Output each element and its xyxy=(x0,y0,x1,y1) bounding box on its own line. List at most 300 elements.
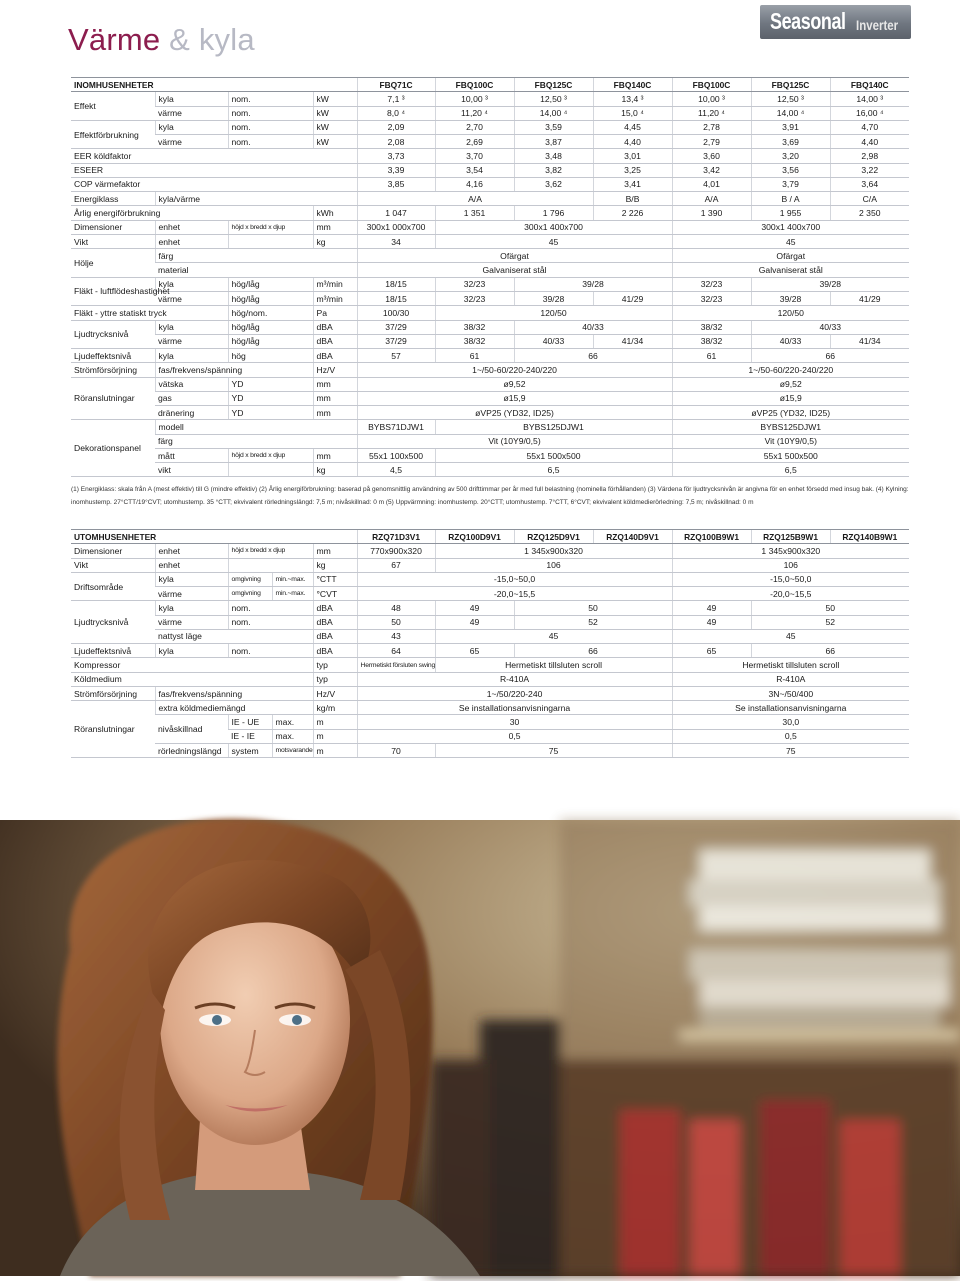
unit-cell: dBA xyxy=(313,349,357,363)
unit-cell: kW xyxy=(313,120,357,134)
row-condition: hög/låg xyxy=(228,291,313,305)
value-cell: 1 796 xyxy=(514,206,593,220)
table-row xyxy=(71,434,909,448)
value-cell: 2,69 xyxy=(435,135,514,149)
unit-cell: dBA xyxy=(313,320,357,334)
value-cell: 61 xyxy=(672,349,751,363)
row-condition-detail: max. xyxy=(272,715,313,729)
value-cell: 770x900x320 xyxy=(357,544,435,558)
row-sublabel: enhet xyxy=(155,234,228,248)
value-cell: 55x1 500x500 xyxy=(435,448,672,462)
table-row xyxy=(71,120,909,134)
value-cell: 1 955 xyxy=(751,206,830,220)
unit-cell: m³/min xyxy=(313,291,357,305)
row-condition: system xyxy=(228,743,272,757)
value-cell: 39/28 xyxy=(514,291,593,305)
row-condition: höjd x bredd x djup xyxy=(228,220,313,234)
value-cell: A/A xyxy=(672,192,751,206)
table-row xyxy=(71,363,909,377)
value-cell: 3,41 xyxy=(593,177,672,191)
row-condition: omgivning xyxy=(228,572,272,586)
value-cell: 15,0 ⁴ xyxy=(593,106,672,120)
value-cell: 18/15 xyxy=(357,277,435,291)
row-condition: hög/låg xyxy=(228,320,313,334)
value-cell: 40/33 xyxy=(751,320,909,334)
value-cell: 66 xyxy=(514,349,672,363)
photo-illustration xyxy=(0,820,960,1276)
table-row xyxy=(71,448,909,462)
value-cell: 64 xyxy=(357,644,435,658)
value-cell: 3,42 xyxy=(672,163,751,177)
value-cell: 3,56 xyxy=(751,163,830,177)
row-label: COP värmefaktor xyxy=(71,177,357,191)
column-header: FBQ140C xyxy=(593,78,672,92)
row-condition: hög/låg xyxy=(228,334,313,348)
table-row xyxy=(71,135,909,149)
value-cell: Vit (10Y9/0,5) xyxy=(672,434,909,448)
row-sublabel: värme xyxy=(155,587,228,601)
value-cell: Hermetiskt försluten swing xyxy=(357,658,435,672)
value-cell: 3,69 xyxy=(751,135,830,149)
unit-cell: kg xyxy=(313,234,357,248)
unit-cell: mm xyxy=(313,220,357,234)
row-sublabel: kyla xyxy=(155,277,228,291)
unit-cell: kW xyxy=(313,106,357,120)
row-condition: hög/nom. xyxy=(228,306,313,320)
value-cell: 14,00 ⁴ xyxy=(751,106,830,120)
value-cell: 50 xyxy=(514,601,672,615)
unit-cell: °CVT xyxy=(313,587,357,601)
value-cell: 11,20 ⁴ xyxy=(672,106,751,120)
unit-cell: m xyxy=(313,729,357,743)
unit-cell: Pa xyxy=(313,306,357,320)
table-row xyxy=(71,192,909,206)
row-condition: omgivning xyxy=(228,587,272,601)
value-cell: 65 xyxy=(672,644,751,658)
unit-cell: dBA xyxy=(313,334,357,348)
row-condition xyxy=(228,463,313,477)
row-sublabel: enhet xyxy=(155,558,228,572)
row-condition: nom. xyxy=(228,92,313,106)
value-cell: øVP25 (YD32, ID25) xyxy=(357,406,672,420)
value-cell: 65 xyxy=(435,644,514,658)
table-row xyxy=(71,572,909,586)
value-cell: 2,09 xyxy=(357,120,435,134)
column-header: FBQ125C xyxy=(514,78,593,92)
table-row xyxy=(71,263,909,277)
row-sublabel: kyla xyxy=(155,601,228,615)
value-cell: 12,50 ³ xyxy=(514,92,593,106)
table-row xyxy=(71,106,909,120)
value-cell: 45 xyxy=(672,629,909,643)
value-cell: -20,0~15,5 xyxy=(357,587,672,601)
value-cell: 3,62 xyxy=(514,177,593,191)
value-cell: 39/28 xyxy=(751,277,909,291)
unit-cell: mm xyxy=(313,544,357,558)
value-cell: 66 xyxy=(751,644,909,658)
value-cell: 3,79 xyxy=(751,177,830,191)
table-row xyxy=(71,291,909,305)
value-cell: 1 390 xyxy=(672,206,751,220)
value-cell: 3,82 xyxy=(514,163,593,177)
row-condition: hög/låg xyxy=(228,277,313,291)
row-condition: nom. xyxy=(228,106,313,120)
footnotes: (1) Energiklass: skala från A (mest effektiv) till G (mindre effektiv) (2) Årlig energiförbrukning: baserad på genomsnittlig användning av 500 drifttimmar per år med full belastning (nominella förhållanden) (3) Värdena för ljudtrycksnivån är angivna för en enhet försedd med insug bak. (4) Kylning: inomhustemp. 27°CTT/19°CVT; utomhustemp. 35 °CTT; ekvivalent rörledningslängd: 7,5 m; nivåskillnad: 0 m (5) Uppvärmning: inomhustemp. 20°CTT; utomhustemp. 7°CTT, 6°CVT; ekvivalent köldmedierörledning: 7,5 m; nivåskillnad: 0 m xyxy=(71,486,909,506)
value-cell: 300x1 000x700 xyxy=(357,220,435,234)
row-group-label: Effekt xyxy=(71,92,155,121)
row-condition: nom. xyxy=(228,644,313,658)
value-cell: 1~/50-60/220-240/220 xyxy=(672,363,909,377)
unit-cell: kW xyxy=(313,135,357,149)
value-cell: A/A xyxy=(357,192,593,206)
row-group-label: Strömförsörjning xyxy=(71,363,155,377)
row-condition: YD xyxy=(228,377,313,391)
value-cell: 10,00 ³ xyxy=(672,92,751,106)
table-row xyxy=(71,715,909,729)
row-sublabel: fas/frekvens/spänning xyxy=(155,686,313,700)
table-header-row xyxy=(71,78,909,92)
value-cell: 66 xyxy=(514,644,672,658)
value-cell: 4,70 xyxy=(830,120,909,134)
row-group-label: Energiklass xyxy=(71,192,155,206)
table-row xyxy=(71,220,909,234)
row-sublabel: värme xyxy=(155,615,228,629)
value-cell: 2,98 xyxy=(830,149,909,163)
value-cell: B / A xyxy=(751,192,830,206)
value-cell: 14,00 ³ xyxy=(830,92,909,106)
value-cell: 2 226 xyxy=(593,206,672,220)
value-cell: 4,40 xyxy=(830,135,909,149)
row-condition: IE - UE xyxy=(228,715,272,729)
value-cell: 52 xyxy=(751,615,909,629)
value-cell: 10,00 ³ xyxy=(435,92,514,106)
row-sublabel: kyla xyxy=(155,572,228,586)
value-cell: 61 xyxy=(435,349,514,363)
row-label: ESEER xyxy=(71,163,357,177)
column-header: RZQ71D3V1 xyxy=(357,530,435,544)
value-cell: ø9,52 xyxy=(357,377,672,391)
value-cell: 100/30 xyxy=(357,306,435,320)
value-cell: 120/50 xyxy=(672,306,909,320)
column-header: FBQ125C xyxy=(751,78,830,92)
column-header: RZQ125D9V1 xyxy=(514,530,593,544)
table-row xyxy=(71,420,909,434)
value-cell: 40/33 xyxy=(514,320,672,334)
row-sublabel: värme xyxy=(155,135,228,149)
row-label: Köldmedium xyxy=(71,672,313,686)
table-row xyxy=(71,558,909,572)
unit-cell: dBA xyxy=(313,644,357,658)
row-sublabel: kyla xyxy=(155,92,228,106)
indoor-units-table xyxy=(71,77,909,477)
value-cell: 57 xyxy=(357,349,435,363)
table-row xyxy=(71,149,909,163)
row-sublabel: kyla xyxy=(155,320,228,334)
row-condition-detail: min.~max. xyxy=(272,572,313,586)
table-row xyxy=(71,544,909,558)
table-row xyxy=(71,92,909,106)
unit-cell: mm xyxy=(313,448,357,462)
value-cell: 106 xyxy=(435,558,672,572)
column-header: INOMHUSENHETER xyxy=(71,78,357,92)
page-title xyxy=(68,22,255,58)
value-cell: 37/29 xyxy=(357,334,435,348)
value-cell: 3,01 xyxy=(593,149,672,163)
row-condition: YD xyxy=(228,391,313,405)
value-cell: BYBS71DJW1 xyxy=(357,420,435,434)
value-cell: 3,25 xyxy=(593,163,672,177)
row-sublabel: modell xyxy=(155,420,357,434)
row-sublabel: gas xyxy=(155,391,228,405)
value-cell: C/A xyxy=(830,192,909,206)
table-row xyxy=(71,463,909,477)
value-cell: 3,70 xyxy=(435,149,514,163)
value-cell: 6,5 xyxy=(435,463,672,477)
value-cell: 38/32 xyxy=(672,320,751,334)
column-header: FBQ100C xyxy=(672,78,751,92)
value-cell: 39/28 xyxy=(751,291,830,305)
woman-in-store-photo xyxy=(0,820,960,1276)
value-cell: 49 xyxy=(435,601,514,615)
row-sublabel: kyla xyxy=(155,349,228,363)
value-cell: 0,5 xyxy=(672,729,909,743)
value-cell: 3,85 xyxy=(357,177,435,191)
value-cell: 3,54 xyxy=(435,163,514,177)
value-cell: 67 xyxy=(357,558,435,572)
value-cell: 32/23 xyxy=(672,277,751,291)
row-sublabel: nivåskillnad xyxy=(155,715,228,744)
table-row xyxy=(71,701,909,715)
table-row xyxy=(71,644,909,658)
table-row xyxy=(71,672,909,686)
value-cell: 3,87 xyxy=(514,135,593,149)
value-cell: 18/15 xyxy=(357,291,435,305)
column-header: RZQ100B9W1 xyxy=(672,530,751,544)
value-cell: 4,45 xyxy=(593,120,672,134)
row-group-label: Strömförsörjning xyxy=(71,686,155,700)
value-cell: 55x1 100x500 xyxy=(357,448,435,462)
value-cell: 41/29 xyxy=(830,291,909,305)
value-cell: -15,0~50,0 xyxy=(357,572,672,586)
value-cell: 2 350 xyxy=(830,206,909,220)
logo-word-inverter: Inverter xyxy=(856,17,899,33)
table-row xyxy=(71,177,909,191)
unit-cell: dBA xyxy=(313,615,357,629)
value-cell: 14,00 ⁴ xyxy=(514,106,593,120)
value-cell: 38/32 xyxy=(435,320,514,334)
row-sublabel: enhet xyxy=(155,544,228,558)
value-cell: 8,0 ⁴ xyxy=(357,106,435,120)
value-cell: 1 345x900x320 xyxy=(672,544,909,558)
row-group-label: Effektförbrukning xyxy=(71,120,155,149)
table-row xyxy=(71,206,909,220)
value-cell: 4,01 xyxy=(672,177,751,191)
column-header: FBQ71C xyxy=(357,78,435,92)
row-condition: höjd x bredd x djup xyxy=(228,448,313,462)
value-cell: B/B xyxy=(593,192,672,206)
row-sublabel: vikt xyxy=(155,463,228,477)
row-group-label: Dimensioner xyxy=(71,544,155,558)
value-cell: 4,16 xyxy=(435,177,514,191)
row-group-label: Dekorationspanel xyxy=(71,420,155,477)
value-cell: 3,64 xyxy=(830,177,909,191)
value-cell: 43 xyxy=(357,629,435,643)
value-cell: Galvaniserat stål xyxy=(672,263,909,277)
row-condition: nom. xyxy=(228,135,313,149)
value-cell: 106 xyxy=(672,558,909,572)
row-group-label: Röranslutningar xyxy=(71,377,155,420)
row-condition: hög xyxy=(228,349,313,363)
row-sublabel: rörledningslängd xyxy=(155,743,228,757)
value-cell: 30,0 xyxy=(672,715,909,729)
title-primary: Värme xyxy=(68,22,161,57)
row-group-label: Fläkt - luftflödeshastighet xyxy=(71,277,155,306)
row-sublabel: färg xyxy=(155,434,357,448)
table-row xyxy=(71,349,909,363)
outdoor-units-table xyxy=(71,529,909,758)
unit-cell: mm xyxy=(313,377,357,391)
value-cell: 0,5 xyxy=(357,729,672,743)
row-group-label: Vikt xyxy=(71,234,155,248)
seasonal-inverter-logo xyxy=(760,5,911,39)
value-cell: 41/34 xyxy=(830,334,909,348)
unit-cell: kg xyxy=(313,463,357,477)
value-cell: 4,5 xyxy=(357,463,435,477)
value-cell: 2,79 xyxy=(672,135,751,149)
value-cell: 11,20 ⁴ xyxy=(435,106,514,120)
unit-cell: dBA xyxy=(313,601,357,615)
unit-cell: m xyxy=(313,715,357,729)
table-row xyxy=(71,163,909,177)
value-cell: 3,73 xyxy=(357,149,435,163)
table-row xyxy=(71,406,909,420)
value-cell: 3,48 xyxy=(514,149,593,163)
row-group-label: Fläkt - yttre statiskt tryck xyxy=(71,306,228,320)
value-cell: Hermetiskt tillsluten scroll xyxy=(672,658,909,672)
value-cell: Galvaniserat stål xyxy=(357,263,672,277)
row-condition: nom. xyxy=(228,120,313,134)
value-cell: 40/33 xyxy=(751,334,830,348)
unit-cell: m³/min xyxy=(313,277,357,291)
value-cell: 7,1 ³ xyxy=(357,92,435,106)
value-cell: 38/32 xyxy=(672,334,751,348)
value-cell: BYBS125DJW1 xyxy=(672,420,909,434)
value-cell: Se installationsanvisningarna xyxy=(672,701,909,715)
value-cell: 50 xyxy=(751,601,909,615)
value-cell: 3,59 xyxy=(514,120,593,134)
row-sublabel: färg xyxy=(155,249,357,263)
value-cell: 12,50 ³ xyxy=(751,92,830,106)
value-cell: 45 xyxy=(672,234,909,248)
value-cell: BYBS125DJW1 xyxy=(435,420,672,434)
row-group-label: Ljudtrycksnivå xyxy=(71,601,155,644)
column-header: RZQ140B9W1 xyxy=(830,530,909,544)
value-cell: 49 xyxy=(435,615,514,629)
value-cell: R-410A xyxy=(357,672,672,686)
value-cell: 55x1 500x500 xyxy=(672,448,909,462)
value-cell: Se installationsanvisningarna xyxy=(357,701,672,715)
table-row xyxy=(71,743,909,757)
row-condition xyxy=(228,558,313,572)
value-cell: 45 xyxy=(435,629,672,643)
row-group-label: Hölje xyxy=(71,249,155,278)
row-sublabel: vätska xyxy=(155,377,228,391)
value-cell: 3,91 xyxy=(751,120,830,134)
unit-cell: mm xyxy=(313,391,357,405)
value-cell: 66 xyxy=(751,349,909,363)
row-sublabel: fas/frekvens/spänning xyxy=(155,363,313,377)
value-cell: 41/34 xyxy=(593,334,672,348)
table-row xyxy=(71,377,909,391)
value-cell: 2,70 xyxy=(435,120,514,134)
table-row xyxy=(71,234,909,248)
row-sublabel: kyla/värme xyxy=(155,192,357,206)
row-condition xyxy=(228,234,313,248)
table-row xyxy=(71,306,909,320)
value-cell: 39/28 xyxy=(514,277,672,291)
row-group-label: Årlig energiförbrukning xyxy=(71,206,313,220)
column-header: RZQ125B9W1 xyxy=(751,530,830,544)
value-cell: 41/29 xyxy=(593,291,672,305)
value-cell: 1 345x900x320 xyxy=(435,544,672,558)
value-cell: ø9,52 xyxy=(672,377,909,391)
table-header-row xyxy=(71,530,909,544)
table-row xyxy=(71,334,909,348)
row-label: Kompressor xyxy=(71,658,313,672)
value-cell: Ofärgat xyxy=(672,249,909,263)
row-group-label: Vikt xyxy=(71,558,155,572)
value-cell: øVP25 (YD32, ID25) xyxy=(672,406,909,420)
value-cell: 75 xyxy=(672,743,909,757)
value-cell: 37/29 xyxy=(357,320,435,334)
row-condition: YD xyxy=(228,406,313,420)
row-sublabel: material xyxy=(155,263,357,277)
row-group-label: Ljudtrycksnivå xyxy=(71,320,155,349)
value-cell: 32/23 xyxy=(435,277,514,291)
unit-cell: kW xyxy=(313,92,357,106)
unit-cell: Hz/V xyxy=(313,686,357,700)
column-header: UTOMHUSENHETER xyxy=(71,530,357,544)
unit-cell: typ xyxy=(313,672,357,686)
value-cell: 3N~/50/400 xyxy=(672,686,909,700)
value-cell: 40/33 xyxy=(514,334,593,348)
value-cell: 3,20 xyxy=(751,149,830,163)
row-label: EER köldfaktor xyxy=(71,149,357,163)
unit-cell: kg/m xyxy=(313,701,357,715)
unit-cell: kWh xyxy=(313,206,357,220)
value-cell: 52 xyxy=(514,615,672,629)
value-cell: Hermetiskt tillsluten scroll xyxy=(435,658,672,672)
row-sublabel: kyla xyxy=(155,120,228,134)
unit-cell: m xyxy=(313,743,357,757)
row-group-label: Röranslutningar xyxy=(71,701,155,758)
table-row xyxy=(71,629,909,643)
row-sublabel: dränering xyxy=(155,406,228,420)
value-cell: 75 xyxy=(435,743,672,757)
value-cell: 49 xyxy=(672,601,751,615)
value-cell: Vit (10Y9/0,5) xyxy=(357,434,672,448)
row-sublabel: enhet xyxy=(155,220,228,234)
value-cell: 1~/50-60/220-240/220 xyxy=(357,363,672,377)
row-condition: höjd x bredd x djup xyxy=(228,544,313,558)
table-row xyxy=(71,601,909,615)
value-cell: 1~/50/220-240 xyxy=(357,686,672,700)
value-cell: 34 xyxy=(357,234,435,248)
value-cell: 45 xyxy=(435,234,672,248)
value-cell: 49 xyxy=(672,615,751,629)
row-sublabel: värme xyxy=(155,334,228,348)
row-group-label: Ljudeffektsnivå xyxy=(71,644,155,658)
